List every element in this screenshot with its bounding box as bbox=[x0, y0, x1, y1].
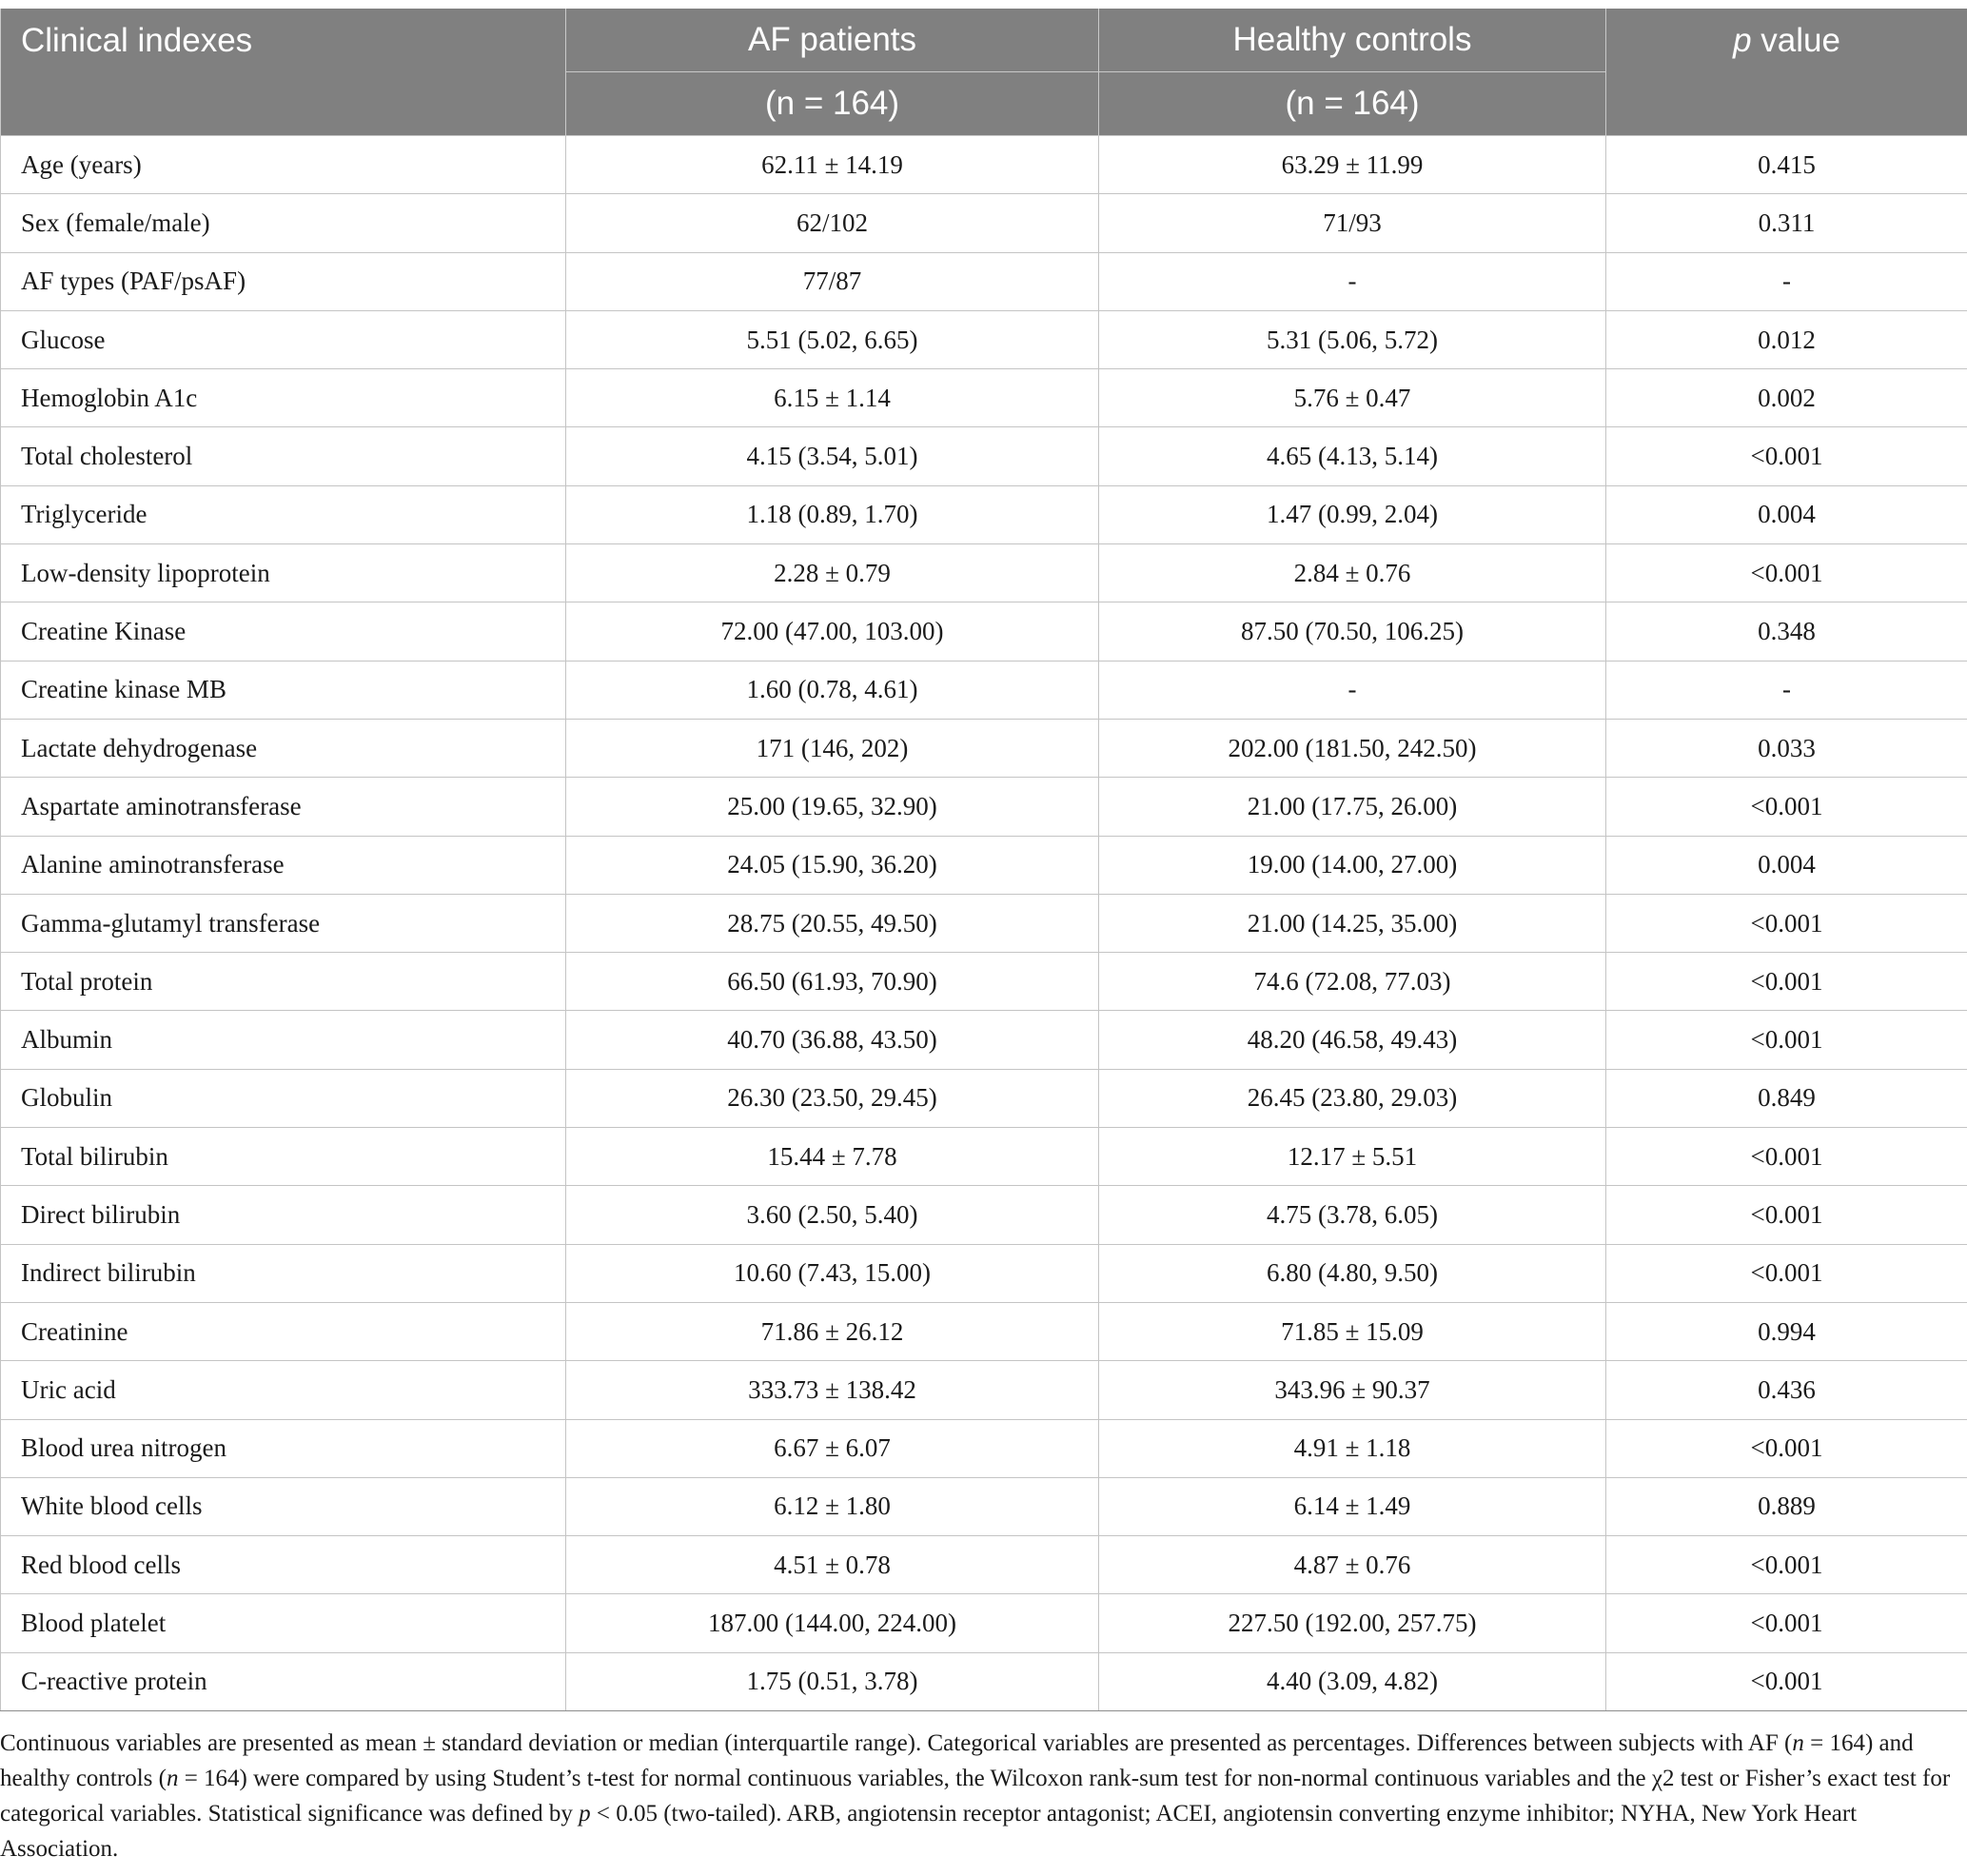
p-value: <0.001 bbox=[1606, 1419, 1967, 1477]
af-patients-value: 15.44 ± 7.78 bbox=[566, 1128, 1099, 1186]
table-row bbox=[1, 1477, 1967, 1535]
healthy-controls-value: 48.20 (46.58, 49.43) bbox=[1099, 1011, 1606, 1069]
table-row bbox=[1, 1536, 1967, 1594]
af-patients-value: 62.11 ± 14.19 bbox=[566, 136, 1099, 194]
healthy-controls-value: 5.76 ± 0.47 bbox=[1099, 369, 1606, 427]
p-value: 0.436 bbox=[1606, 1361, 1967, 1419]
healthy-controls-value: - bbox=[1099, 252, 1606, 310]
table-row bbox=[1, 836, 1967, 894]
row-label: Creatine kinase MB bbox=[1, 661, 566, 719]
p-value: <0.001 bbox=[1606, 544, 1967, 602]
footnote-text-1: Continuous variables are presented as mean ± standard deviation or median (interquartile range). Categorical variables are presented as percentages. Differences between subjects with AF ( bbox=[0, 1730, 1793, 1756]
healthy-controls-value: 6.14 ± 1.49 bbox=[1099, 1477, 1606, 1535]
af-patients-value: 77/87 bbox=[566, 252, 1099, 310]
p-value: 0.012 bbox=[1606, 310, 1967, 368]
p-value: 0.849 bbox=[1606, 1069, 1967, 1127]
table-row bbox=[1, 1419, 1967, 1477]
healthy-controls-value: 4.40 (3.09, 4.82) bbox=[1099, 1652, 1606, 1710]
footnote-text-2: = 164) and healthy controls ( bbox=[0, 1730, 1914, 1791]
row-label: Blood platelet bbox=[1, 1594, 566, 1652]
row-label: Creatinine bbox=[1, 1302, 566, 1360]
p-value: 0.415 bbox=[1606, 136, 1967, 194]
healthy-controls-value: 71/93 bbox=[1099, 194, 1606, 252]
table-row bbox=[1, 719, 1967, 777]
healthy-controls-value: - bbox=[1099, 661, 1606, 719]
row-label: Lactate dehydrogenase bbox=[1, 719, 566, 777]
af-patients-value: 40.70 (36.88, 43.50) bbox=[566, 1011, 1099, 1069]
af-patients-value: 333.73 ± 138.42 bbox=[566, 1361, 1099, 1419]
af-patients-value: 66.50 (61.93, 70.90) bbox=[566, 953, 1099, 1011]
row-label: Sex (female/male) bbox=[1, 194, 566, 252]
row-label: Direct bilirubin bbox=[1, 1186, 566, 1244]
footnote-n-italic-1: n bbox=[1792, 1730, 1804, 1756]
row-label: Low-density lipoprotein bbox=[1, 544, 566, 602]
af-patients-value: 10.60 (7.43, 15.00) bbox=[566, 1244, 1099, 1302]
clinical-table-container bbox=[0, 9, 1967, 1711]
healthy-controls-value: 5.31 (5.06, 5.72) bbox=[1099, 310, 1606, 368]
af-patients-value: 171 (146, 202) bbox=[566, 719, 1099, 777]
p-value: <0.001 bbox=[1606, 1244, 1967, 1302]
af-patients-value: 1.18 (0.89, 1.70) bbox=[566, 485, 1099, 543]
p-value: <0.001 bbox=[1606, 953, 1967, 1011]
table-header bbox=[1, 9, 1967, 136]
healthy-controls-value: 1.47 (0.99, 2.04) bbox=[1099, 485, 1606, 543]
header-clinical-indexes: Clinical indexes bbox=[1, 9, 566, 136]
healthy-controls-value: 4.65 (4.13, 5.14) bbox=[1099, 427, 1606, 485]
table-row bbox=[1, 1302, 1967, 1360]
af-patients-value: 6.15 ± 1.14 bbox=[566, 369, 1099, 427]
header-af-patients: AF patients bbox=[566, 9, 1099, 72]
p-value: <0.001 bbox=[1606, 427, 1967, 485]
af-patients-value: 3.60 (2.50, 5.40) bbox=[566, 1186, 1099, 1244]
healthy-controls-value: 87.50 (70.50, 106.25) bbox=[1099, 602, 1606, 661]
header-af-n: (n = 164) bbox=[566, 72, 1099, 136]
p-value: 0.004 bbox=[1606, 836, 1967, 894]
healthy-controls-value: 4.91 ± 1.18 bbox=[1099, 1419, 1606, 1477]
p-value: 0.889 bbox=[1606, 1477, 1967, 1535]
af-patients-value: 4.51 ± 0.78 bbox=[566, 1536, 1099, 1594]
healthy-controls-value: 26.45 (23.80, 29.03) bbox=[1099, 1069, 1606, 1127]
p-value: <0.001 bbox=[1606, 894, 1967, 952]
healthy-controls-value: 71.85 ± 15.09 bbox=[1099, 1302, 1606, 1360]
header-hc-n: (n = 164) bbox=[1099, 72, 1606, 136]
healthy-controls-value: 2.84 ± 0.76 bbox=[1099, 544, 1606, 602]
footnote-text-3: = 164) were compared by using Student’s t-test for normal continuous variables, the Wilcoxon rank-sum test for non-normal continuous variables and the χ2 test or Fisher’s exact test for categorical variables. Statistical significance was defined by bbox=[0, 1766, 1951, 1827]
table-row bbox=[1, 953, 1967, 1011]
row-label: C-reactive protein bbox=[1, 1652, 566, 1710]
value-label: value bbox=[1751, 22, 1840, 59]
row-label: White blood cells bbox=[1, 1477, 566, 1535]
healthy-controls-value: 4.87 ± 0.76 bbox=[1099, 1536, 1606, 1594]
af-patients-value: 187.00 (144.00, 224.00) bbox=[566, 1594, 1099, 1652]
p-value: <0.001 bbox=[1606, 1186, 1967, 1244]
header-p-value bbox=[1606, 9, 1967, 136]
table-row bbox=[1, 1011, 1967, 1069]
table-row bbox=[1, 661, 1967, 719]
table-row bbox=[1, 310, 1967, 368]
footnote-text-4: < 0.05 (two-tailed). ARB, angiotensin receptor antagonist; ACEI, angiotensin converting enzyme inhibitor; NYHA, New York Heart Association. bbox=[0, 1801, 1858, 1862]
healthy-controls-value: 74.6 (72.08, 77.03) bbox=[1099, 953, 1606, 1011]
p-value: <0.001 bbox=[1606, 1128, 1967, 1186]
healthy-controls-value: 63.29 ± 11.99 bbox=[1099, 136, 1606, 194]
af-patients-value: 1.75 (0.51, 3.78) bbox=[566, 1652, 1099, 1710]
table-row bbox=[1, 1652, 1967, 1710]
af-patients-value: 5.51 (5.02, 6.65) bbox=[566, 310, 1099, 368]
af-patients-value: 62/102 bbox=[566, 194, 1099, 252]
table-row bbox=[1, 1128, 1967, 1186]
af-patients-value: 28.75 (20.55, 49.50) bbox=[566, 894, 1099, 952]
row-label: Age (years) bbox=[1, 136, 566, 194]
af-patients-value: 6.12 ± 1.80 bbox=[566, 1477, 1099, 1535]
p-value: <0.001 bbox=[1606, 1536, 1967, 1594]
row-label: Total bilirubin bbox=[1, 1128, 566, 1186]
healthy-controls-value: 19.00 (14.00, 27.00) bbox=[1099, 836, 1606, 894]
row-label: Gamma-glutamyl transferase bbox=[1, 894, 566, 952]
table-row bbox=[1, 778, 1967, 836]
p-value: 0.004 bbox=[1606, 485, 1967, 543]
row-label: Triglyceride bbox=[1, 485, 566, 543]
row-label: Albumin bbox=[1, 1011, 566, 1069]
p-value: <0.001 bbox=[1606, 1594, 1967, 1652]
af-patients-value: 1.60 (0.78, 4.61) bbox=[566, 661, 1099, 719]
footnote-n-italic-2: n bbox=[166, 1766, 179, 1791]
table-row bbox=[1, 894, 1967, 952]
table-row bbox=[1, 602, 1967, 661]
af-patients-value: 26.30 (23.50, 29.45) bbox=[566, 1069, 1099, 1127]
af-patients-value: 24.05 (15.90, 36.20) bbox=[566, 836, 1099, 894]
table-row bbox=[1, 1361, 1967, 1419]
table-row bbox=[1, 369, 1967, 427]
healthy-controls-value: 21.00 (14.25, 35.00) bbox=[1099, 894, 1606, 952]
table-footnote bbox=[0, 1726, 1960, 1866]
table-body bbox=[1, 136, 1967, 1711]
healthy-controls-value: 227.50 (192.00, 257.75) bbox=[1099, 1594, 1606, 1652]
af-patients-value: 4.15 (3.54, 5.01) bbox=[566, 427, 1099, 485]
row-label: Hemoglobin A1c bbox=[1, 369, 566, 427]
row-label: Aspartate aminotransferase bbox=[1, 778, 566, 836]
table-row bbox=[1, 427, 1967, 485]
row-label: Uric acid bbox=[1, 1361, 566, 1419]
table-row bbox=[1, 1244, 1967, 1302]
footnote-p-italic: p bbox=[579, 1801, 591, 1827]
table-row bbox=[1, 1186, 1967, 1244]
healthy-controls-value: 12.17 ± 5.51 bbox=[1099, 1128, 1606, 1186]
p-value: 0.348 bbox=[1606, 602, 1967, 661]
row-label: Glucose bbox=[1, 310, 566, 368]
table-row bbox=[1, 136, 1967, 194]
table-row bbox=[1, 1069, 1967, 1127]
healthy-controls-value: 202.00 (181.50, 242.50) bbox=[1099, 719, 1606, 777]
healthy-controls-value: 21.00 (17.75, 26.00) bbox=[1099, 778, 1606, 836]
p-value: 0.033 bbox=[1606, 719, 1967, 777]
p-value: - bbox=[1606, 661, 1967, 719]
row-label: Indirect bilirubin bbox=[1, 1244, 566, 1302]
p-value: 0.002 bbox=[1606, 369, 1967, 427]
table-row bbox=[1, 544, 1967, 602]
row-label: Globulin bbox=[1, 1069, 566, 1127]
p-value: <0.001 bbox=[1606, 778, 1967, 836]
p-value: <0.001 bbox=[1606, 1652, 1967, 1710]
table-row bbox=[1, 194, 1967, 252]
healthy-controls-value: 4.75 (3.78, 6.05) bbox=[1099, 1186, 1606, 1244]
clinical-indexes-table bbox=[0, 9, 1967, 1711]
af-patients-value: 2.28 ± 0.79 bbox=[566, 544, 1099, 602]
row-label: Total protein bbox=[1, 953, 566, 1011]
table-row bbox=[1, 1594, 1967, 1652]
row-label: Red blood cells bbox=[1, 1536, 566, 1594]
af-patients-value: 72.00 (47.00, 103.00) bbox=[566, 602, 1099, 661]
af-patients-value: 25.00 (19.65, 32.90) bbox=[566, 778, 1099, 836]
row-label: Blood urea nitrogen bbox=[1, 1419, 566, 1477]
p-value: 0.994 bbox=[1606, 1302, 1967, 1360]
healthy-controls-value: 343.96 ± 90.37 bbox=[1099, 1361, 1606, 1419]
table-row bbox=[1, 485, 1967, 543]
row-label: AF types (PAF/psAF) bbox=[1, 252, 566, 310]
p-value: <0.001 bbox=[1606, 1011, 1967, 1069]
table-row bbox=[1, 252, 1967, 310]
p-value: - bbox=[1606, 252, 1967, 310]
p-italic: p bbox=[1733, 22, 1752, 59]
p-value: 0.311 bbox=[1606, 194, 1967, 252]
row-label: Total cholesterol bbox=[1, 427, 566, 485]
row-label: Creatine Kinase bbox=[1, 602, 566, 661]
healthy-controls-value: 6.80 (4.80, 9.50) bbox=[1099, 1244, 1606, 1302]
af-patients-value: 71.86 ± 26.12 bbox=[566, 1302, 1099, 1360]
af-patients-value: 6.67 ± 6.07 bbox=[566, 1419, 1099, 1477]
header-healthy-controls: Healthy controls bbox=[1099, 9, 1606, 72]
row-label: Alanine aminotransferase bbox=[1, 836, 566, 894]
